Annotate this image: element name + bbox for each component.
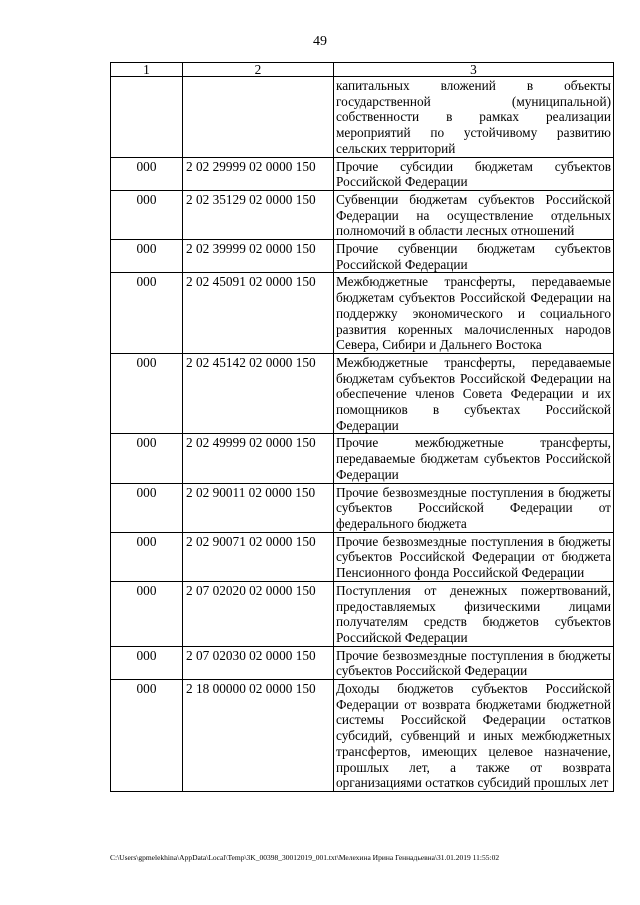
budget-code-cell: 2 02 35129 02 0000 150 <box>183 190 334 239</box>
budget-code-cell: 2 07 02020 02 0000 150 <box>183 581 334 646</box>
admin-code-cell: 000 <box>111 434 183 483</box>
revenue-name-cell: Поступления от денежных пожертвований, предоставляемых физическими лицами получателям средств бюджетов субъектов Российской Федерации <box>334 581 614 646</box>
revenue-name-cell: Прочие субвенции бюджетам субъектов Российской Федерации <box>334 240 614 273</box>
revenue-name-cell: Прочие субсидии бюджетам субъектов Российской Федерации <box>334 157 614 190</box>
admin-code-cell <box>111 77 183 158</box>
table-row <box>111 77 614 158</box>
budget-code-cell: 2 02 90071 02 0000 150 <box>183 532 334 581</box>
column-header-2: 2 <box>183 63 334 77</box>
table-row <box>111 157 614 190</box>
revenue-name-cell: Прочие безвозмездные поступления в бюджеты субъектов Российской Федерации <box>334 646 614 679</box>
budget-code-cell: 2 02 90011 02 0000 150 <box>183 483 334 532</box>
admin-code-cell: 000 <box>111 353 183 434</box>
admin-code-cell: 000 <box>111 532 183 581</box>
table-row <box>111 581 614 646</box>
table-row <box>111 273 614 354</box>
budget-code-cell: 2 02 49999 02 0000 150 <box>183 434 334 483</box>
admin-code-cell: 000 <box>111 190 183 239</box>
revenue-name-cell: Прочие межбюджетные трансферты, передаваемые бюджетам субъектов Российской Федерации <box>334 434 614 483</box>
revenue-name-cell: Субвенции бюджетам субъектов Российской Федерации на осуществление отдельных полномочий в области лесных отношений <box>334 190 614 239</box>
admin-code-cell: 000 <box>111 273 183 354</box>
admin-code-cell: 000 <box>111 646 183 679</box>
table-row <box>111 532 614 581</box>
table-row <box>111 240 614 273</box>
admin-code-cell: 000 <box>111 483 183 532</box>
column-header-3: 3 <box>334 63 614 77</box>
table-row <box>111 434 614 483</box>
budget-code-cell: 2 02 45142 02 0000 150 <box>183 353 334 434</box>
table-row <box>111 190 614 239</box>
budget-code-cell: 2 02 45091 02 0000 150 <box>183 273 334 354</box>
admin-code-cell: 000 <box>111 240 183 273</box>
table-row <box>111 483 614 532</box>
table-row <box>111 353 614 434</box>
budget-code-cell <box>183 77 334 158</box>
budget-classification-table <box>110 62 614 792</box>
table-row <box>111 646 614 679</box>
page-number: 49 <box>313 34 327 49</box>
revenue-name-cell: Доходы бюджетов субъектов Российской Федерации от возврата бюджетами бюджетной системы Российской Федерации остатков субсидий, субвенций и иных межбюджетных трансфертов, имеющих целевое назначение, прошлых лет, а также от возврата организациями остатков субсидий прошлых лет <box>334 680 614 792</box>
budget-code-cell: 2 18 00000 02 0000 150 <box>183 680 334 792</box>
file-path-footer: C:\Users\gpmelekhina\AppData\Local\Temp\3K_00398_30012019_001.txt\Мелехина Ирина Геннадьевна\31.01.2019 11:55:02 <box>110 853 500 862</box>
revenue-name-cell: Прочие безвозмездные поступления в бюджеты субъектов Российской Федерации от бюджета Пенсионного фонда Российской Федерации <box>334 532 614 581</box>
revenue-name-cell: Прочие безвозмездные поступления в бюджеты субъектов Российской Федерации от федерального бюджета <box>334 483 614 532</box>
budget-code-cell: 2 07 02030 02 0000 150 <box>183 646 334 679</box>
column-header-1: 1 <box>111 63 183 77</box>
table-row <box>111 680 614 792</box>
revenue-name-cell: Межбюджетные трансферты, передаваемые бюджетам субъектов Российской Федерации на поддержку экономического и социального развития коренных малочисленных народов Севера, Сибири и Дальнего Востока <box>334 273 614 354</box>
admin-code-cell: 000 <box>111 581 183 646</box>
admin-code-cell: 000 <box>111 680 183 792</box>
table-header-row <box>111 63 614 77</box>
admin-code-cell: 000 <box>111 157 183 190</box>
revenue-name-cell: капитальных вложений в объекты государственной (муниципальной) собственности в рамках реализации мероприятий по устойчивому развитию сельских территорий <box>334 77 614 158</box>
revenue-name-cell: Межбюджетные трансферты, передаваемые бюджетам субъектов Российской Федерации на обеспечение членов Совета Федерации и их помощников в субъектах Российской Федерации <box>334 353 614 434</box>
budget-code-cell: 2 02 39999 02 0000 150 <box>183 240 334 273</box>
budget-code-cell: 2 02 29999 02 0000 150 <box>183 157 334 190</box>
